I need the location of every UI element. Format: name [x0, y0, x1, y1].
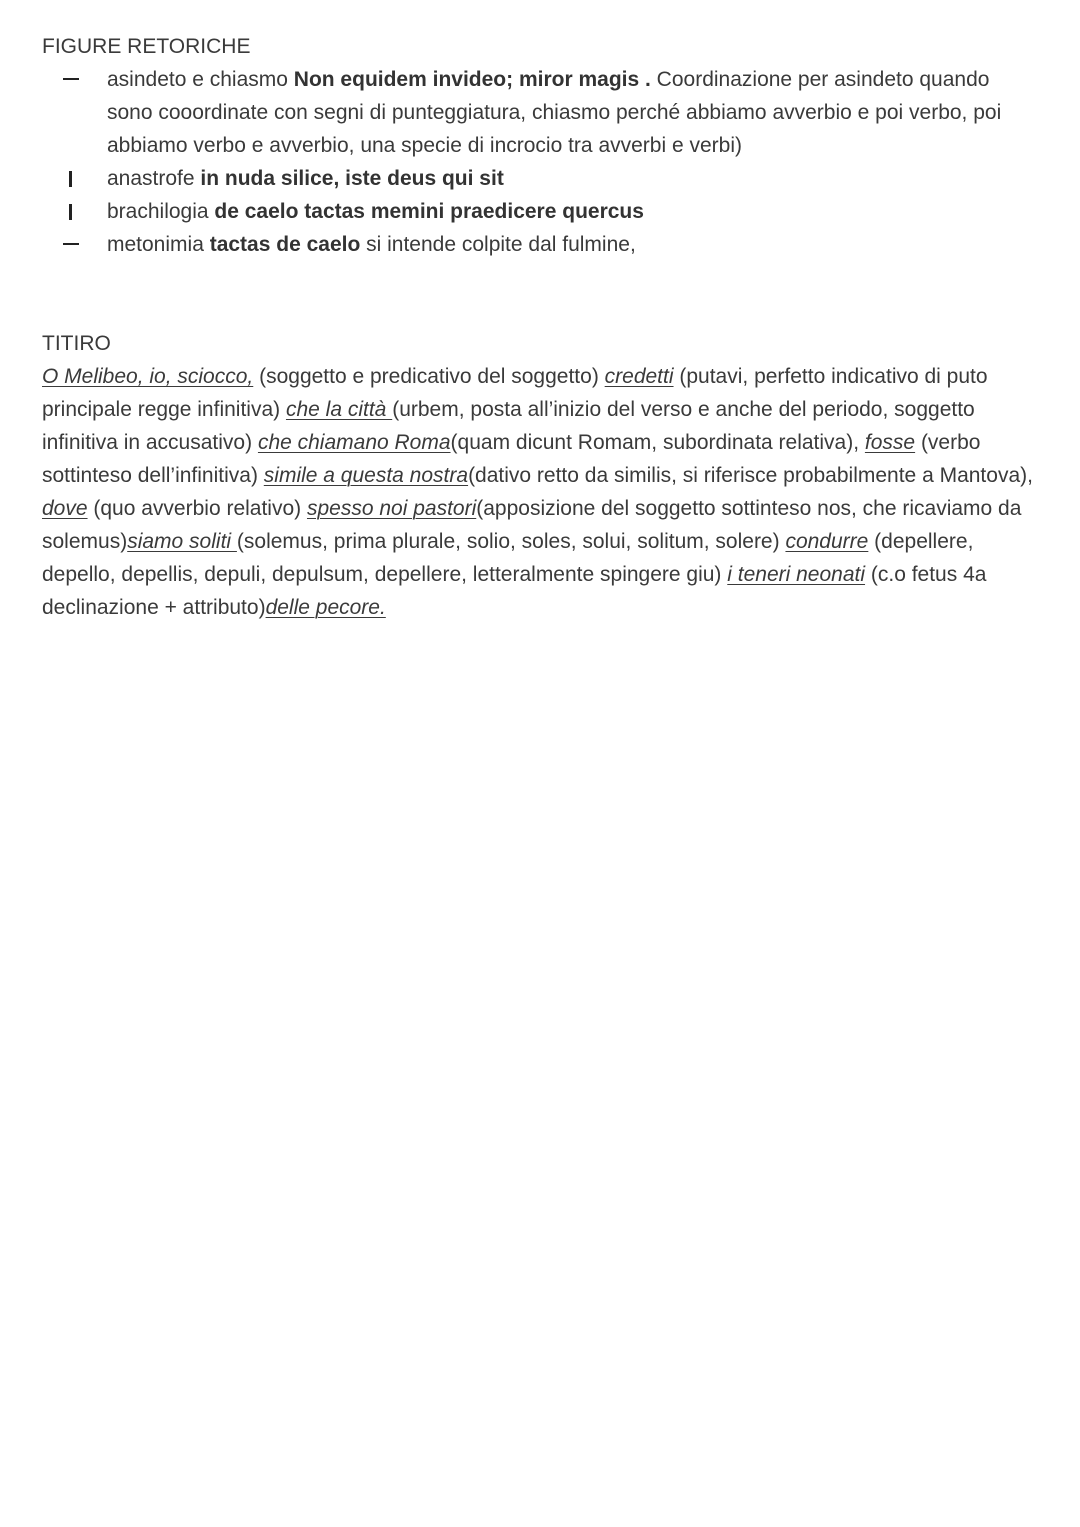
grammar-note: (quo avverbio relativo) [87, 497, 307, 520]
item-quote: in nuda silice, iste deus qui sit [200, 167, 504, 190]
translated-phrase: condurre [785, 530, 869, 553]
dash-bullet-icon [63, 78, 79, 80]
item-explanation: Coordinazione per asindeto quando sono cooordinate con segni di punteggiatura, chiasmo perché abbiamo avverbio e poi verbo, poi abbiamo verbo e avverbio, una specie di incrocio tra avverbi e verbi) [107, 68, 1002, 157]
item-label: metonimia [107, 233, 210, 256]
translated-phrase: credetti [604, 365, 674, 388]
grammar-note: (soggetto e predicativo del soggetto) [253, 365, 605, 388]
grammar-note: (quam dicunt Romam, subordinata relativa), [450, 431, 865, 454]
dash-bullet-icon [69, 204, 72, 220]
item-explanation: si intende colpite dal fulmine, [360, 233, 636, 256]
list-item [42, 63, 1040, 162]
grammar-note: (urbem, posta all’inizio del verso e anche del periodo, soggetto infinitiva in accusativo) [42, 398, 975, 454]
item-label: asindeto e chiasmo [107, 68, 294, 91]
section-spacer [42, 261, 1040, 327]
item-label: brachilogia [107, 200, 215, 223]
translated-phrase: i teneri neonati [727, 563, 866, 586]
item-quote: Non equidem invideo; miror magis . [293, 68, 651, 91]
grammar-note: (depellere, depello, depellis, depuli, depulsum, depellere, letteralmente spingere giu) [42, 530, 974, 586]
list-item [42, 195, 1040, 228]
translated-phrase: siamo soliti [127, 530, 237, 553]
section-heading-titiro: TITIRO [42, 332, 111, 355]
translated-phrase: spesso noi pastori [306, 497, 477, 520]
list-item [42, 228, 1040, 261]
translated-phrase: simile a questa nostra [263, 464, 469, 487]
grammar-note: (dativo retto da similis, si riferisce probabilmente a Mantova), [468, 464, 1033, 487]
item-quote: de caelo tactas memini praedicere quercus [214, 200, 644, 223]
figure-retoriche-list [42, 63, 1040, 261]
dash-bullet-icon [63, 243, 79, 245]
translated-phrase: che chiamano Roma [257, 431, 451, 454]
translated-phrase: dove [42, 497, 88, 520]
translated-phrase: O Melibeo, io, sciocco, [42, 365, 254, 388]
list-item [42, 162, 1040, 195]
grammar-note: (solemus, prima plurale, solio, soles, solui, solitum, solere) [236, 530, 786, 553]
grammar-note: (c.o fetus 4a declinazione + attributo) [42, 563, 987, 619]
grammar-note: (apposizione del soggetto sottinteso nos, che ricaviamo da solemus) [42, 497, 1022, 553]
grammar-note: (verbo sottinteso dell’infinitiva) [42, 431, 981, 487]
section-heading-figure-retoriche: FIGURE RETORICHE [42, 35, 251, 58]
item-label: anastrofe [107, 167, 201, 190]
item-quote: tactas de caelo [209, 233, 361, 256]
grammar-note: (putavi, perfetto indicativo di puto principale regge infinitiva) [42, 365, 988, 421]
translated-phrase: che la città [285, 398, 393, 421]
titiro-paragraph [42, 360, 1040, 624]
translated-phrase: delle pecore. [265, 596, 386, 619]
translated-phrase: fosse [864, 431, 916, 454]
dash-bullet-icon [69, 171, 72, 187]
